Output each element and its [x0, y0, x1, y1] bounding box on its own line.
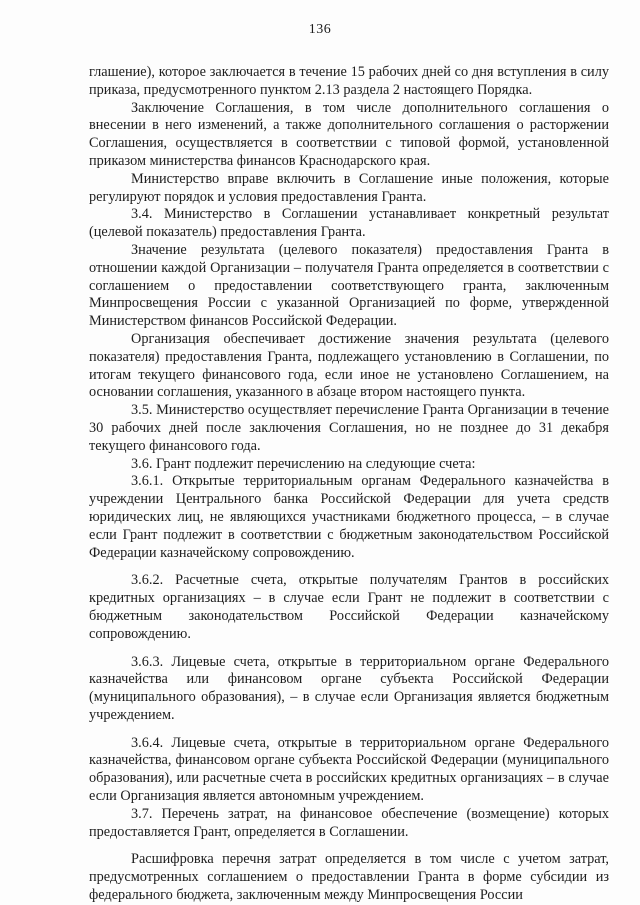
paragraph-agreement-conclusion: Заключение Соглашения, в том числе дополнительного соглашения о внесении в него изменений, а также дополнительного соглашения о расторжении Соглашения, осуществляется в соответствии с типовой формой, установленной приказом министерства финансов Краснодарского края. — [89, 99, 609, 169]
paragraph-3-6-4: 3.6.4. Лицевые счета, открытые в территориальном органе Федерального казначейства, финансовом органе субъекта Российской Федерации (муниципального образования), или расчетные счета в российских кредитных организациях – в случае если Организация является автономным учреждением. — [89, 734, 609, 805]
paragraph-3-7: 3.7. Перечень затрат, на финансовое обеспечение (возмещение) которых предоставляется Грант, определяется в Соглашении. — [89, 805, 609, 840]
paragraph-3-6-1: 3.6.1. Открытые территориальным органам Федерального казначейства в учреждении Центрального банка Российской Федерации для учета средств юридических лиц, не являющихся участниками бюджетного процесса, – в случае если Грант подлежит в соответствии с бюджетным законодательством Российской Федерации казначейскому сопровождению. — [89, 473, 609, 561]
document-body — [89, 64, 609, 905]
paragraph-3-6-3: 3.6.3. Лицевые счета, открытые в территориальном органе Федерального казначейства или финансовом органе субъекта Российской Федерации (муниципального образования), – в случае если Организация является бюджетным учреждением. — [89, 653, 609, 723]
paragraph-3-6-2: 3.6.2. Расчетные счета, открытые получателям Грантов в российских кредитных организациях – в случае если Грант не подлежит в соответствии с бюджетным законодательством Российской Федерации казначейскому сопровождению. — [89, 572, 609, 642]
paragraph-target-indicator-value: Значение результата (целевого показателя) предоставления Гранта в отношении каждой Организации – получателя Гранта определяется в соответствии с соглашением о предоставлении соответствующего гранта, заключенным Минпросвещения России с указанной Организацией по форме, утвержденной Министерством финансов Российской Федерации. — [89, 241, 609, 330]
paragraph-cost-breakdown: Расшифровка перечня затрат определяется в том числе с учетом затрат, предусмотренных соглашением о предоставлении Гранта в форме субсидии из федерального бюджета, заключенным между Минпросвещения России — [89, 851, 609, 904]
paragraph-3-6: 3.6. Грант подлежит перечислению на следующие счета: — [131, 455, 476, 472]
paragraph-continuation: глашение), которое заключается в течение 15 рабочих дней со дня вступления в силу приказа, предусмотренного пунктом 2.13 раздела 2 настоящего Порядка. — [89, 64, 609, 98]
page-number: 136 — [308, 22, 332, 37]
paragraph-3-5: 3.5. Министерство осуществляет перечисление Гранта Организации в течение 30 рабочих дней после заключения Соглашения, но не позднее до 31 декабря текущего финансового года. — [89, 402, 609, 454]
paragraph-organization-achievement: Организация обеспечивает достижение значения результата (целевого показателя) предоставления Гранта, подлежащего установлению в Соглашении, по итогам текущего финансового года, если иное не установлено Соглашением, на основании соглашения, указанного в абзаце втором настоящего пункта. — [89, 330, 609, 401]
paragraph-3-4: 3.4. Министерство в Соглашении устанавливает конкретный результат (целевой показатель) предоставления Гранта. — [89, 206, 609, 241]
paragraph-additional-provisions: Министерство вправе включить в Соглашение иные положения, которые регулируют порядок и условия предоставления Гранта. — [89, 170, 609, 205]
